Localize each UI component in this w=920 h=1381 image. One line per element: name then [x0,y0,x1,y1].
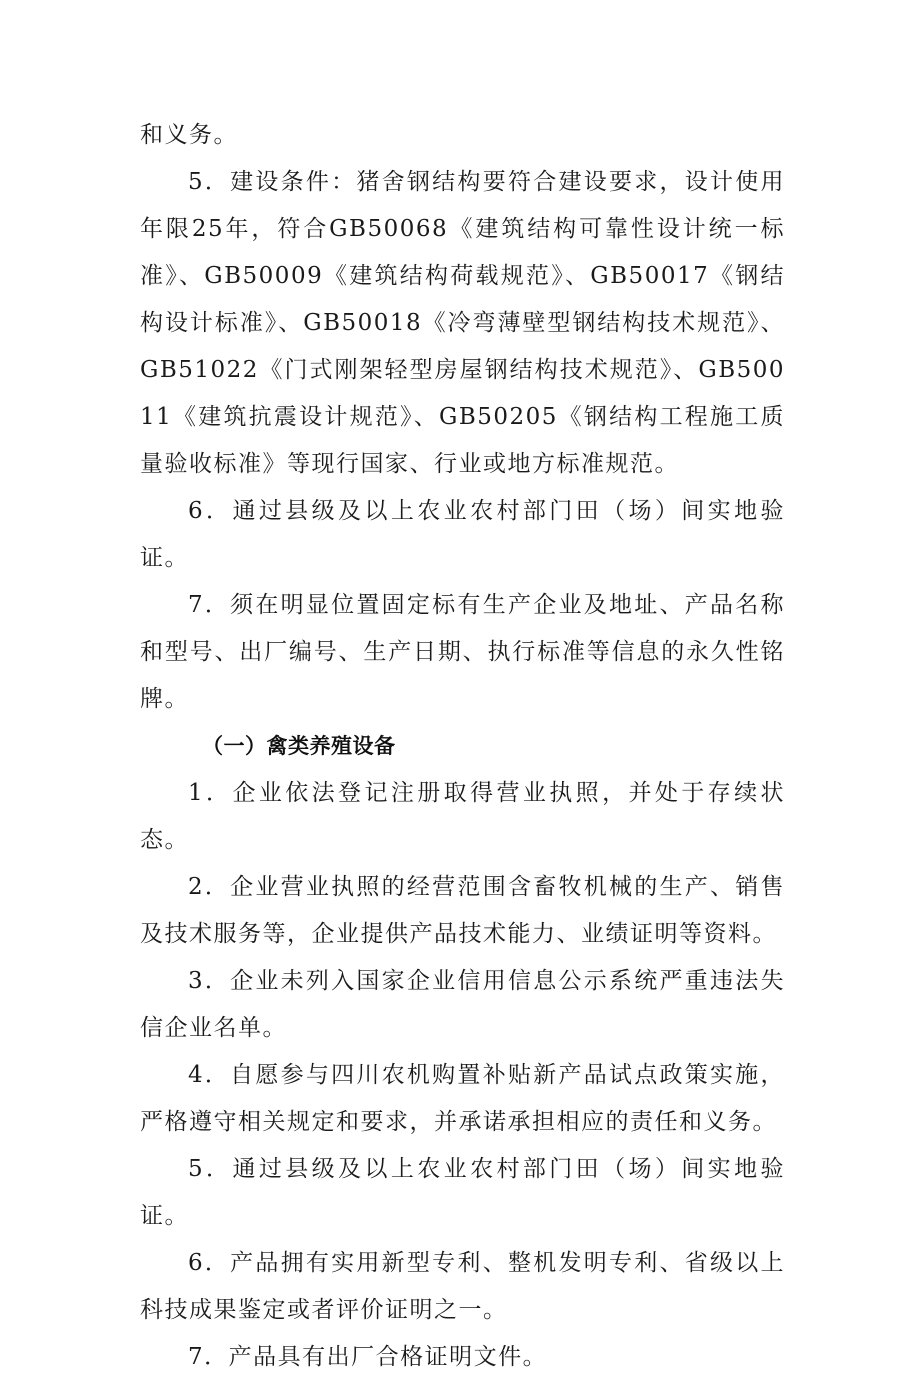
paragraph-poultry-item-3: 3．企业未列入国家企业信用信息公示系统严重违法失信企业名单。 [140,968,785,1041]
paragraph-poultry-item-2: 2．企业营业执照的经营范围含畜牧机械的生产、销售及技术服务等，企业提供产品技术能力、业绩证明等资料。 [140,874,785,947]
document-body [140,112,785,1381]
paragraph-poultry-item-6: 6．产品拥有实用新型专利、整机发明专利、省级以上科技成果鉴定或者评价证明之一。 [140,1250,785,1323]
paragraph-poultry-item-4: 4．自愿参与四川农机购置补贴新产品试点政策实施，严格遵守相关规定和要求，并承诺承担相应的责任和义务。 [140,1062,785,1135]
paragraph-item-7-nameplate: 7．须在明显位置固定标有生产企业及地址、产品名称和型号、出厂编号、生产日期、执行标准等信息的永久性铭牌。 [140,592,785,712]
paragraph-continuation: 和义务。 [140,122,238,148]
section-heading-poultry-equipment: （一）禽类养殖设备 [202,734,396,758]
paragraph-poultry-item-7: 7．产品具有出厂合格证明文件。 [188,1344,548,1370]
paragraph-item-6-verification: 6．通过县级及以上农业农村部门田（场）间实地验证。 [140,498,785,571]
paragraph-poultry-item-5: 5．通过县级及以上农业农村部门田（场）间实地验证。 [140,1156,785,1229]
paragraph-poultry-item-1: 1．企业依法登记注册取得营业执照，并处于存续状态。 [140,780,785,853]
paragraph-item-5-construction: 5．建设条件：猪舍钢结构要符合建设要求，设计使用年限25年，符合GB50068《建筑结构可靠性设计统一标准》、GB50009《建筑结构荷载规范》、GB50017《钢结构设计标准》、GB50018《冷弯薄壁型钢结构技术规范》、GB51022《门式刚架轻型房屋钢结构技术规范》、GB50011《建筑抗震设计规范》、GB50205《钢结构工程施工质量验收标准》等现行国家、行业或地方标准规范。 [140,169,785,477]
